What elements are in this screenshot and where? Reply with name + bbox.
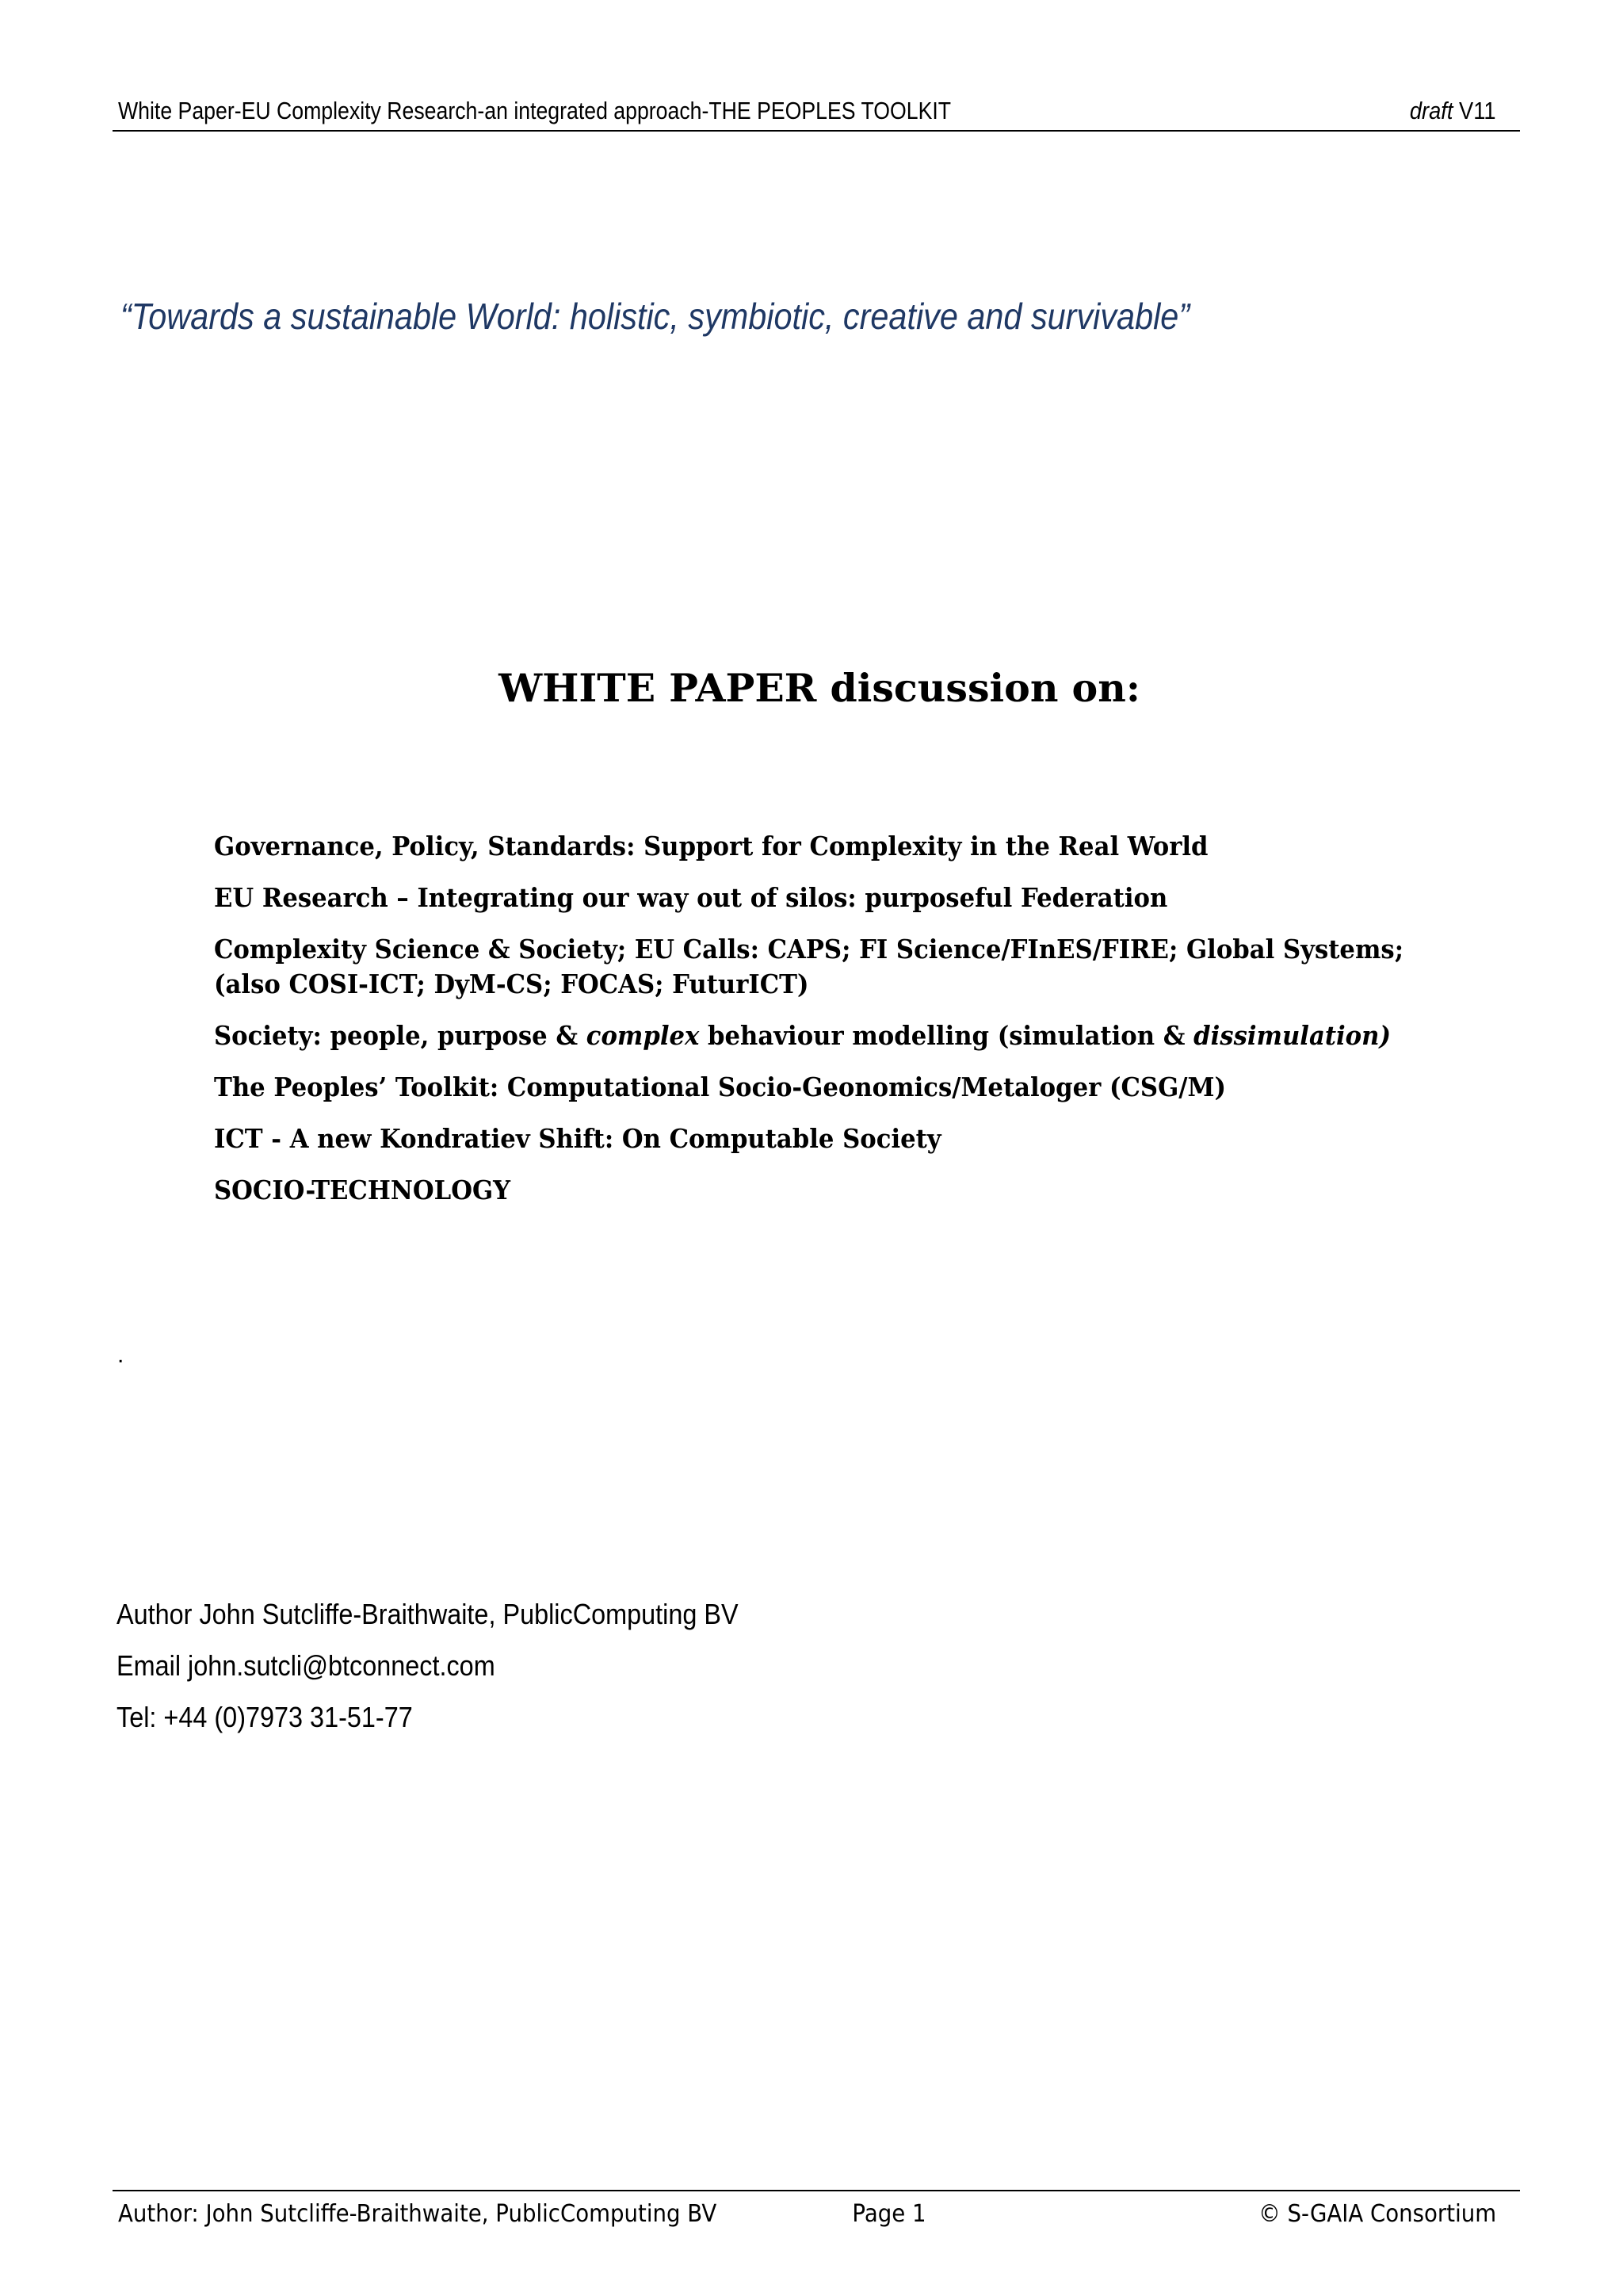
topic-item	[214, 932, 1404, 1002]
page-header	[113, 94, 1520, 132]
topic-item: SOCIO-TECHNOLOGY	[214, 1175, 511, 1205]
topic-list	[214, 829, 1466, 1224]
topic-item	[214, 1018, 1391, 1053]
footer-author: Author: John Sutcliffe-Braithwaite, PublicComputing BV	[118, 2200, 717, 2228]
footer-copyright: © S-GAIA Consortium	[1258, 2200, 1496, 2228]
topic-item: ICT - A new Kondratiev Shift: On Computable Society	[214, 1123, 941, 1154]
topic-item: Governance, Policy, Standards: Support for Complexity in the Real World	[214, 831, 1209, 861]
email-line: Email john.sutcli@btconnect.com	[116, 1649, 495, 1682]
page-footer	[113, 2190, 1520, 2239]
topic-item-line: Complexity Science & Society; EU Calls: CAPS; FI Science/FInES/FIRE; Global Systems;	[214, 934, 1404, 965]
tel-line: Tel: +44 (0)7973 31-51-77	[116, 1701, 413, 1733]
topic-text-italic: dissimulation)	[1193, 1020, 1391, 1051]
tagline-quote: “Towards a sustainable World: holistic, symbiotic, creative and survivable”	[120, 296, 1190, 337]
contact-block	[116, 1588, 808, 1743]
header-title: White Paper-EU Complexity Research-an integrated approach-THE PEOPLES TOOLKIT	[118, 97, 952, 124]
topic-text: Society: people, purpose &	[214, 1020, 586, 1051]
footer-page-number: Page 1	[852, 2200, 926, 2228]
topic-item: EU Research – Integrating our way out of silos: purposeful Federation	[214, 882, 1168, 913]
topic-item-line: (also COSI-ICT; DyM-CS; FOCAS; FuturICT)	[214, 968, 809, 999]
draft-label: draft	[1410, 97, 1453, 124]
stray-mark: .	[117, 1342, 124, 1368]
topic-text: behaviour modelling (simulation &	[699, 1020, 1194, 1051]
main-title: WHITE PAPER discussion on:	[498, 665, 1140, 711]
author-line: Author John Sutcliffe-Braithwaite, PublicComputing BV	[116, 1598, 739, 1630]
topic-item: The Peoples’ Toolkit: Computational Socio-Geonomics/Metaloger (CSG/M)	[214, 1072, 1227, 1102]
topic-text-italic: complex	[586, 1020, 700, 1051]
header-version	[1410, 94, 1496, 128]
version-label: V11	[1459, 97, 1496, 124]
